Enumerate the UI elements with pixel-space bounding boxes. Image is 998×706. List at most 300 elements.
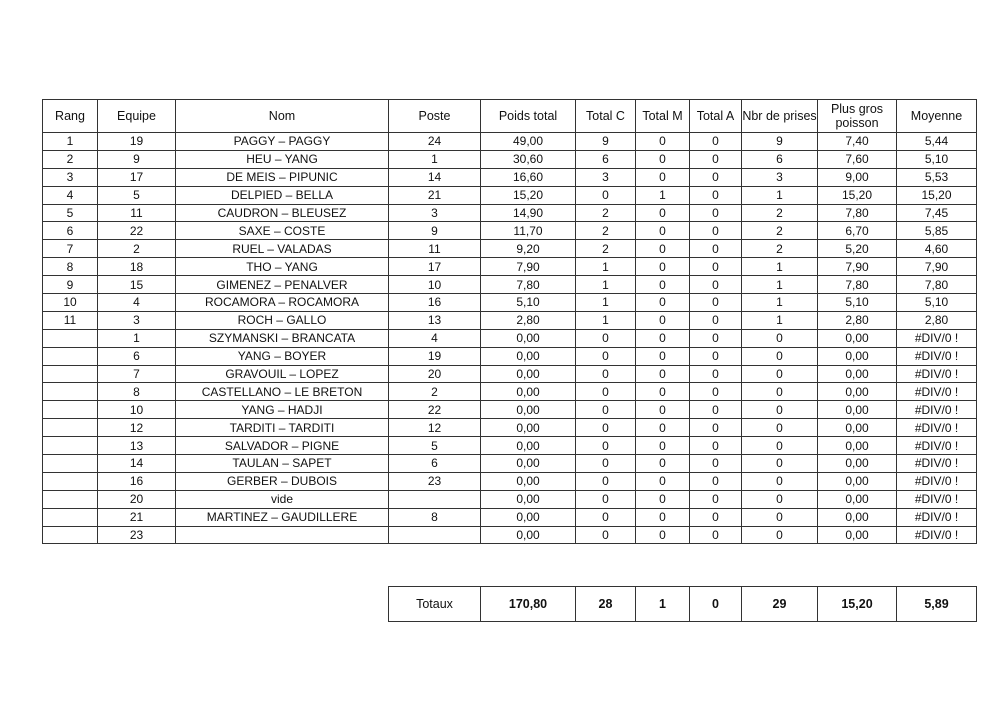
cell-total-a: 0 (690, 294, 742, 312)
header-nbr-prises: Nbr de prises (742, 100, 818, 133)
cell-nom: SALVADOR – PIGNE (176, 437, 389, 455)
cell-poste: 3 (389, 204, 481, 222)
table-row (43, 133, 977, 151)
header-nom: Nom (176, 100, 389, 133)
cell-poids-total: 14,90 (481, 204, 576, 222)
cell-total-c: 0 (576, 401, 636, 419)
cell-nom: DE MEIS – PIPUNIC (176, 168, 389, 186)
header-rang: Rang (43, 100, 98, 133)
cell-total-c: 2 (576, 240, 636, 258)
cell-moyenne: 2,80 (897, 311, 977, 329)
cell-moyenne: #DIV/0 ! (897, 455, 977, 473)
table-row (43, 472, 977, 490)
cell-total-a: 0 (690, 365, 742, 383)
cell-poids-total: 0,00 (481, 365, 576, 383)
cell-rang (43, 437, 98, 455)
cell-moyenne: 7,80 (897, 276, 977, 294)
cell-equipe: 6 (98, 347, 176, 365)
cell-equipe: 8 (98, 383, 176, 401)
header-total-m: Total M (636, 100, 690, 133)
cell-total-a: 0 (690, 311, 742, 329)
cell-nbr-prises: 2 (742, 222, 818, 240)
cell-total-a: 0 (690, 186, 742, 204)
cell-equipe: 7 (98, 365, 176, 383)
totals-total-a: 0 (690, 587, 742, 622)
cell-total-c: 2 (576, 204, 636, 222)
totals-total-c: 28 (576, 587, 636, 622)
cell-total-m: 0 (636, 258, 690, 276)
cell-poids-total: 16,60 (481, 168, 576, 186)
cell-poids-total: 0,00 (481, 472, 576, 490)
cell-total-a: 0 (690, 204, 742, 222)
cell-poste: 1 (389, 150, 481, 168)
header-total-c: Total C (576, 100, 636, 133)
cell-moyenne: #DIV/0 ! (897, 472, 977, 490)
header-moyenne: Moyenne (897, 100, 977, 133)
cell-poste: 9 (389, 222, 481, 240)
cell-poste: 14 (389, 168, 481, 186)
cell-plus-gros-poisson: 2,80 (818, 311, 897, 329)
cell-poids-total: 0,00 (481, 526, 576, 544)
cell-poste: 13 (389, 311, 481, 329)
cell-total-a: 0 (690, 240, 742, 258)
cell-moyenne: #DIV/0 ! (897, 526, 977, 544)
cell-equipe: 16 (98, 472, 176, 490)
cell-total-c: 0 (576, 186, 636, 204)
cell-plus-gros-poisson: 0,00 (818, 401, 897, 419)
cell-nom: YANG – HADJI (176, 401, 389, 419)
cell-nbr-prises: 0 (742, 437, 818, 455)
table-row (43, 365, 977, 383)
cell-total-c: 1 (576, 294, 636, 312)
table-row (43, 258, 977, 276)
cell-total-m: 0 (636, 401, 690, 419)
header-total-a: Total A (690, 100, 742, 133)
cell-moyenne: 15,20 (897, 186, 977, 204)
cell-nbr-prises: 0 (742, 419, 818, 437)
cell-plus-gros-poisson: 7,80 (818, 276, 897, 294)
cell-plus-gros-poisson: 0,00 (818, 365, 897, 383)
cell-total-c: 0 (576, 419, 636, 437)
cell-rang: 10 (43, 294, 98, 312)
cell-nom: RUEL – VALADAS (176, 240, 389, 258)
cell-total-c: 0 (576, 365, 636, 383)
cell-rang (43, 419, 98, 437)
cell-total-c: 0 (576, 347, 636, 365)
cell-poste: 12 (389, 419, 481, 437)
cell-plus-gros-poisson: 0,00 (818, 508, 897, 526)
cell-total-c: 1 (576, 258, 636, 276)
cell-nom: YANG – BOYER (176, 347, 389, 365)
cell-total-m: 0 (636, 294, 690, 312)
cell-total-m: 0 (636, 133, 690, 151)
header-row (43, 100, 977, 133)
cell-total-c: 0 (576, 526, 636, 544)
cell-rang (43, 455, 98, 473)
cell-total-a: 0 (690, 168, 742, 186)
cell-poste: 21 (389, 186, 481, 204)
cell-plus-gros-poisson: 0,00 (818, 383, 897, 401)
cell-total-c: 9 (576, 133, 636, 151)
cell-rang (43, 365, 98, 383)
cell-nom: GERBER – DUBOIS (176, 472, 389, 490)
cell-nbr-prises: 1 (742, 294, 818, 312)
cell-poids-total: 30,60 (481, 150, 576, 168)
cell-total-c: 0 (576, 437, 636, 455)
table-row (43, 490, 977, 508)
totals-moyenne: 5,89 (897, 587, 977, 622)
cell-poids-total: 11,70 (481, 222, 576, 240)
cell-nbr-prises: 2 (742, 240, 818, 258)
cell-equipe: 12 (98, 419, 176, 437)
cell-poids-total: 0,00 (481, 347, 576, 365)
cell-total-m: 0 (636, 383, 690, 401)
cell-poste: 11 (389, 240, 481, 258)
table-body (43, 133, 977, 544)
cell-rang: 8 (43, 258, 98, 276)
cell-nom: ROCH – GALLO (176, 311, 389, 329)
cell-total-c: 6 (576, 150, 636, 168)
cell-poids-total: 0,00 (481, 401, 576, 419)
cell-total-m: 0 (636, 455, 690, 473)
cell-rang: 6 (43, 222, 98, 240)
cell-poste (389, 526, 481, 544)
cell-nbr-prises: 0 (742, 455, 818, 473)
cell-nom: TAULAN – SAPET (176, 455, 389, 473)
cell-total-c: 2 (576, 222, 636, 240)
cell-poids-total: 0,00 (481, 455, 576, 473)
cell-poste: 6 (389, 455, 481, 473)
cell-plus-gros-poisson: 7,90 (818, 258, 897, 276)
cell-moyenne: #DIV/0 ! (897, 401, 977, 419)
cell-nom: GRAVOUIL – LOPEZ (176, 365, 389, 383)
cell-nom: MARTINEZ – GAUDILLERE (176, 508, 389, 526)
cell-moyenne: 7,90 (897, 258, 977, 276)
cell-total-m: 0 (636, 204, 690, 222)
cell-rang: 11 (43, 311, 98, 329)
cell-nbr-prises: 1 (742, 258, 818, 276)
cell-total-a: 0 (690, 383, 742, 401)
cell-total-m: 0 (636, 437, 690, 455)
cell-total-m: 0 (636, 490, 690, 508)
totals-plus-gros-poisson: 15,20 (818, 587, 897, 622)
cell-poids-total: 5,10 (481, 294, 576, 312)
cell-nom: GIMENEZ – PENALVER (176, 276, 389, 294)
cell-total-a: 0 (690, 490, 742, 508)
cell-total-a: 0 (690, 329, 742, 347)
table-row (43, 168, 977, 186)
cell-plus-gros-poisson: 0,00 (818, 347, 897, 365)
cell-plus-gros-poisson: 6,70 (818, 222, 897, 240)
cell-equipe: 4 (98, 294, 176, 312)
cell-rang: 1 (43, 133, 98, 151)
cell-nbr-prises: 0 (742, 526, 818, 544)
cell-total-c: 0 (576, 455, 636, 473)
cell-poste: 22 (389, 401, 481, 419)
cell-nom: ROCAMORA – ROCAMORA (176, 294, 389, 312)
cell-rang (43, 490, 98, 508)
cell-equipe: 13 (98, 437, 176, 455)
cell-nom: HEU – YANG (176, 150, 389, 168)
cell-rang (43, 329, 98, 347)
cell-rang (43, 508, 98, 526)
cell-plus-gros-poisson: 5,10 (818, 294, 897, 312)
cell-total-a: 0 (690, 258, 742, 276)
cell-total-m: 0 (636, 150, 690, 168)
cell-nbr-prises: 3 (742, 168, 818, 186)
cell-nom: SZYMANSKI – BRANCATA (176, 329, 389, 347)
cell-plus-gros-poisson: 7,40 (818, 133, 897, 151)
cell-moyenne: #DIV/0 ! (897, 347, 977, 365)
cell-poids-total: 0,00 (481, 508, 576, 526)
cell-total-c: 0 (576, 490, 636, 508)
cell-total-a: 0 (690, 222, 742, 240)
cell-total-m: 0 (636, 311, 690, 329)
table-row (43, 186, 977, 204)
cell-moyenne: #DIV/0 ! (897, 419, 977, 437)
table-row (43, 383, 977, 401)
cell-nom (176, 526, 389, 544)
cell-equipe: 10 (98, 401, 176, 419)
table-row (43, 508, 977, 526)
totals-label: Totaux (389, 587, 481, 622)
cell-plus-gros-poisson: 0,00 (818, 455, 897, 473)
cell-nbr-prises: 0 (742, 508, 818, 526)
cell-nbr-prises: 9 (742, 133, 818, 151)
cell-poids-total: 0,00 (481, 437, 576, 455)
cell-nbr-prises: 0 (742, 347, 818, 365)
cell-moyenne: 4,60 (897, 240, 977, 258)
cell-poids-total: 2,80 (481, 311, 576, 329)
cell-total-a: 0 (690, 133, 742, 151)
table-row (43, 276, 977, 294)
cell-nbr-prises: 1 (742, 276, 818, 294)
cell-moyenne: 5,53 (897, 168, 977, 186)
cell-plus-gros-poisson: 7,60 (818, 150, 897, 168)
cell-total-a: 0 (690, 401, 742, 419)
cell-equipe: 15 (98, 276, 176, 294)
cell-poste: 24 (389, 133, 481, 151)
cell-total-a: 0 (690, 472, 742, 490)
table-row (43, 526, 977, 544)
cell-equipe: 21 (98, 508, 176, 526)
cell-moyenne: #DIV/0 ! (897, 365, 977, 383)
cell-equipe: 9 (98, 150, 176, 168)
cell-nbr-prises: 1 (742, 186, 818, 204)
cell-total-c: 1 (576, 276, 636, 294)
cell-poste: 23 (389, 472, 481, 490)
cell-poste: 10 (389, 276, 481, 294)
cell-plus-gros-poisson: 0,00 (818, 329, 897, 347)
cell-nom: CASTELLANO – LE BRETON (176, 383, 389, 401)
cell-nbr-prises: 0 (742, 383, 818, 401)
cell-nom: TARDITI – TARDITI (176, 419, 389, 437)
cell-nbr-prises: 0 (742, 329, 818, 347)
cell-rang (43, 347, 98, 365)
cell-nom: PAGGY – PAGGY (176, 133, 389, 151)
table-row (43, 150, 977, 168)
cell-rang: 7 (43, 240, 98, 258)
cell-rang (43, 401, 98, 419)
cell-total-m: 1 (636, 186, 690, 204)
cell-plus-gros-poisson: 0,00 (818, 472, 897, 490)
cell-plus-gros-poisson: 5,20 (818, 240, 897, 258)
table-row (43, 329, 977, 347)
cell-total-c: 0 (576, 472, 636, 490)
cell-rang: 2 (43, 150, 98, 168)
cell-nbr-prises: 0 (742, 490, 818, 508)
cell-rang: 3 (43, 168, 98, 186)
totals-row (389, 587, 977, 622)
table-row (43, 401, 977, 419)
cell-equipe: 5 (98, 186, 176, 204)
cell-total-m: 0 (636, 347, 690, 365)
cell-moyenne: #DIV/0 ! (897, 437, 977, 455)
table-row (43, 204, 977, 222)
cell-total-a: 0 (690, 419, 742, 437)
table-row (43, 455, 977, 473)
cell-nbr-prises: 1 (742, 311, 818, 329)
results-table (42, 99, 977, 544)
cell-moyenne: 5,85 (897, 222, 977, 240)
cell-total-m: 0 (636, 222, 690, 240)
cell-rang: 4 (43, 186, 98, 204)
cell-total-a: 0 (690, 437, 742, 455)
cell-total-a: 0 (690, 347, 742, 365)
cell-rang (43, 472, 98, 490)
header-poste: Poste (389, 100, 481, 133)
cell-poids-total: 9,20 (481, 240, 576, 258)
cell-total-c: 1 (576, 311, 636, 329)
header-poids-total: Poids total (481, 100, 576, 133)
cell-poids-total: 7,80 (481, 276, 576, 294)
table-row (43, 419, 977, 437)
cell-equipe: 11 (98, 204, 176, 222)
cell-moyenne: #DIV/0 ! (897, 490, 977, 508)
cell-rang (43, 526, 98, 544)
cell-poste: 2 (389, 383, 481, 401)
cell-poids-total: 0,00 (481, 329, 576, 347)
cell-total-c: 0 (576, 383, 636, 401)
cell-total-a: 0 (690, 526, 742, 544)
cell-poids-total: 15,20 (481, 186, 576, 204)
cell-nom: DELPIED – BELLA (176, 186, 389, 204)
cell-plus-gros-poisson: 0,00 (818, 437, 897, 455)
cell-equipe: 14 (98, 455, 176, 473)
cell-poste: 5 (389, 437, 481, 455)
cell-poids-total: 49,00 (481, 133, 576, 151)
cell-plus-gros-poisson: 0,00 (818, 490, 897, 508)
cell-total-m: 0 (636, 276, 690, 294)
cell-total-m: 0 (636, 168, 690, 186)
table-row (43, 222, 977, 240)
cell-equipe: 17 (98, 168, 176, 186)
cell-nom: SAXE – COSTE (176, 222, 389, 240)
cell-equipe: 23 (98, 526, 176, 544)
totals-poids-total: 170,80 (481, 587, 576, 622)
cell-equipe: 22 (98, 222, 176, 240)
table-row (43, 240, 977, 258)
cell-nbr-prises: 6 (742, 150, 818, 168)
cell-total-a: 0 (690, 276, 742, 294)
cell-total-m: 0 (636, 508, 690, 526)
cell-total-m: 0 (636, 472, 690, 490)
cell-moyenne: #DIV/0 ! (897, 508, 977, 526)
cell-plus-gros-poisson: 0,00 (818, 526, 897, 544)
cell-poste: 19 (389, 347, 481, 365)
cell-nbr-prises: 0 (742, 401, 818, 419)
cell-total-m: 0 (636, 365, 690, 383)
cell-nom: THO – YANG (176, 258, 389, 276)
cell-rang: 9 (43, 276, 98, 294)
cell-equipe: 19 (98, 133, 176, 151)
cell-moyenne: 5,10 (897, 294, 977, 312)
cell-equipe: 1 (98, 329, 176, 347)
totals-table (388, 586, 977, 622)
cell-plus-gros-poisson: 9,00 (818, 168, 897, 186)
cell-plus-gros-poisson: 15,20 (818, 186, 897, 204)
cell-nbr-prises: 2 (742, 204, 818, 222)
cell-total-a: 0 (690, 150, 742, 168)
table-row (43, 437, 977, 455)
cell-equipe: 18 (98, 258, 176, 276)
cell-poids-total: 0,00 (481, 419, 576, 437)
cell-total-m: 0 (636, 419, 690, 437)
cell-poste: 16 (389, 294, 481, 312)
cell-moyenne: 5,10 (897, 150, 977, 168)
cell-equipe: 3 (98, 311, 176, 329)
cell-nbr-prises: 0 (742, 472, 818, 490)
cell-moyenne: #DIV/0 ! (897, 383, 977, 401)
cell-plus-gros-poisson: 0,00 (818, 419, 897, 437)
cell-total-a: 0 (690, 508, 742, 526)
cell-poids-total: 0,00 (481, 490, 576, 508)
cell-nom: CAUDRON – BLEUSEZ (176, 204, 389, 222)
cell-nom: vide (176, 490, 389, 508)
cell-total-m: 0 (636, 329, 690, 347)
cell-total-c: 0 (576, 508, 636, 526)
cell-poste: 20 (389, 365, 481, 383)
cell-poste: 8 (389, 508, 481, 526)
cell-total-m: 0 (636, 240, 690, 258)
totals-total-m: 1 (636, 587, 690, 622)
cell-total-c: 0 (576, 329, 636, 347)
cell-rang: 5 (43, 204, 98, 222)
cell-poste: 4 (389, 329, 481, 347)
cell-total-a: 0 (690, 455, 742, 473)
cell-poids-total: 0,00 (481, 383, 576, 401)
totals-nbr-prises: 29 (742, 587, 818, 622)
cell-poids-total: 7,90 (481, 258, 576, 276)
cell-moyenne: 7,45 (897, 204, 977, 222)
cell-equipe: 2 (98, 240, 176, 258)
table-header (43, 100, 977, 133)
header-equipe: Equipe (98, 100, 176, 133)
cell-poste: 17 (389, 258, 481, 276)
cell-equipe: 20 (98, 490, 176, 508)
cell-nbr-prises: 0 (742, 365, 818, 383)
cell-total-m: 0 (636, 526, 690, 544)
cell-rang (43, 383, 98, 401)
table-row (43, 294, 977, 312)
cell-total-c: 3 (576, 168, 636, 186)
cell-plus-gros-poisson: 7,80 (818, 204, 897, 222)
header-plus-gros-poisson: Plus gros poisson (818, 100, 897, 133)
cell-moyenne: 5,44 (897, 133, 977, 151)
table-row (43, 347, 977, 365)
cell-moyenne: #DIV/0 ! (897, 329, 977, 347)
table-row (43, 311, 977, 329)
